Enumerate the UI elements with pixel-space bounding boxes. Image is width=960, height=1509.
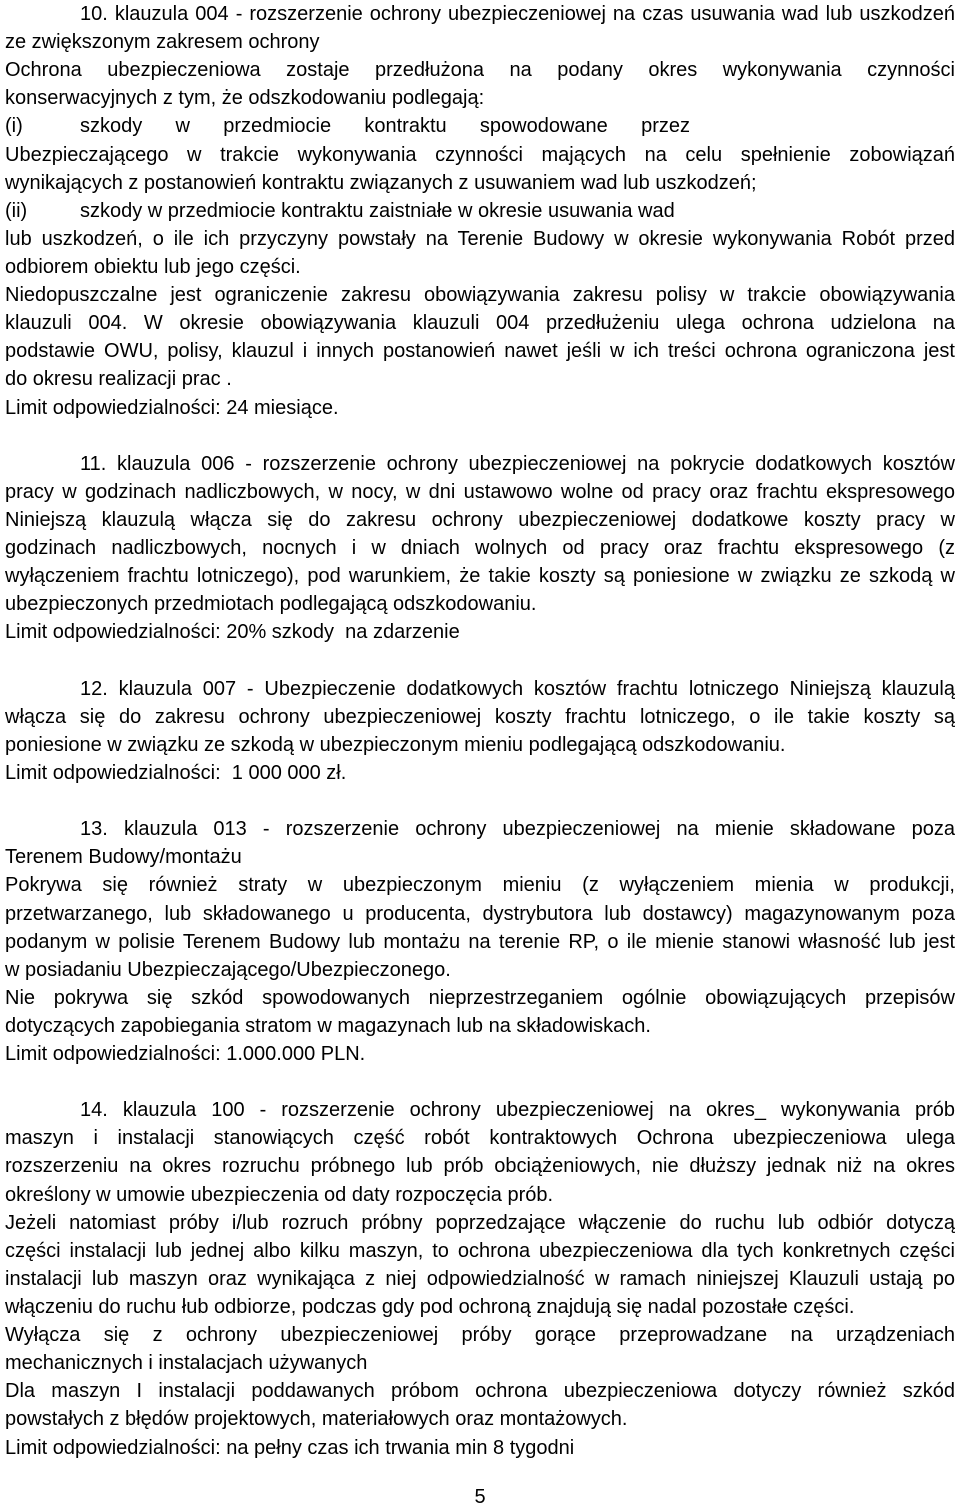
page-number: 5: [474, 1486, 486, 1508]
clause-body-line: w posiadaniu Ubezpieczającego/Ubezpieczonego.: [5, 958, 451, 981]
clause-number: 10.: [80, 3, 108, 25]
clause-body-line: Wyłącza się z ochrony ubezpieczeniowej próby gorące przeprowadzane na urządzeniach: [5, 1324, 955, 1347]
liability-limit: Limit odpowiedzialności: 20% szkody na zdarzenie: [5, 621, 460, 644]
liability-limit: Limit odpowiedzialności: 1.000.000 PLN.: [5, 1043, 366, 1066]
clause-number: 11.: [80, 452, 107, 475]
list-item-first-line: [5, 112, 955, 140]
clause-body-line: powstałych z błędów projektowych, materiałowych oraz montażowych.: [5, 1408, 628, 1431]
list-item-marker: (ii): [5, 199, 28, 222]
clause-title-line: [5, 0, 955, 28]
list-item-first-line: [5, 197, 955, 225]
clause-body-line: rozszerzeniu na okres rozruchu próbnego lub prób obciążeniowych, nie dłuższy jednak niż na okres: [5, 1155, 955, 1178]
clause-body-line: Jeżeli natomiast próby i/lub rozruch próbny poprzedzające włączenie do ruchu lub odbiór dotyczą: [5, 1211, 955, 1234]
clause-body-line: Niedopuszczalne jest ograniczenie zakresu obowiązywania zakresu polisy w trakcie obowiązywania: [5, 284, 955, 307]
clause-body-line: Dla maszyn I instalacji poddawanych próbom ochrona ubezpieczeniowa dotyczy również szkód: [5, 1380, 955, 1403]
clause-title-line: Terenem Budowy/montażu: [5, 846, 242, 869]
clause-number: 14.: [80, 1099, 108, 1122]
clause-body-line: klauzuli 004. W okresie obowiązywania klauzuli 004 przedłużeniu ulega ochrona udzielona na: [5, 312, 955, 335]
list-item-line: odbiorem obiektu lub jego części.: [5, 255, 301, 278]
clause-title-text: klauzula 006 - rozszerzenie ochrony ubezpieczeniowej na pokrycie dodatkowych kosztów: [117, 452, 955, 475]
list-item-text: szkody w przedmiocie kontraktu spowodowane przez: [80, 115, 690, 138]
liability-limit: Limit odpowiedzialności: na pełny czas ich trwania min 8 tygodni: [5, 1436, 575, 1459]
list-item-marker: (i): [5, 115, 23, 138]
blank-line: [5, 422, 955, 450]
clause-10: [5, 0, 955, 422]
document-page: [5, 0, 955, 1462]
clause-14: [5, 1096, 955, 1461]
clause-title-line: [5, 450, 955, 478]
clause-body-line: włączeniu do ruchu łub odbiorze, podczas gdy pod ochroną znajdują się nadal pozostałe części.: [5, 1296, 855, 1319]
clause-body-line: ubezpieczonych przedmiotach podlegającą odszkodowaniu.: [5, 593, 537, 616]
clause-title-line: [5, 815, 955, 843]
clause-body-line: mechanicznych i instalacjach używanych: [5, 1352, 368, 1375]
clause-11: [5, 450, 955, 647]
clause-13: [5, 815, 955, 1068]
clause-title-line: maszyn i instalacji stanowiących część robót kontraktowych Ochrona ubezpieczeniowa ulega: [5, 1127, 955, 1150]
blank-line: [5, 787, 955, 815]
list-item-text: szkody w przedmiocie kontraktu zaistniałe w okresie usuwania wad: [80, 199, 675, 222]
clause-body-line: konserwacyjnych z tym, że odszkodowaniu podlegają:: [5, 87, 485, 110]
clause-title-line: pracy w godzinach nadliczbowych, w nocy, w dni ustawowo wolne od pracy oraz frachtu ekspresowego: [5, 480, 955, 503]
clause-body-line: włącza się do zakresu ochrony ubezpieczeniowej koszty frachtu lotniczego, o ile takie koszty są: [5, 705, 955, 728]
list-item-line: lub uszkodzeń, o ile ich przyczyny powstały na Terenie Budowy w okresie wykonywania Robót przed: [5, 227, 955, 250]
clause-body-line: Ochrona ubezpieczeniowa zostaje przedłużona na podany okres wykonywania czynności: [5, 59, 955, 82]
clause-number: 13.: [80, 818, 108, 841]
blank-line: [5, 1068, 955, 1096]
list-item-line: Ubezpieczającego w trakcie wykonywania czynności mających na celu spełnienie zobowiązań: [5, 143, 955, 166]
clause-title-text: klauzula 100 - rozszerzenie ochrony ubezpieczeniowej na okres_ wykonywania prób: [122, 1099, 955, 1122]
clause-body-line: podstawie OWU, polisy, klauzul i innych postanowień nawet jeśli w ich treści ochrona ograniczona jest: [5, 340, 955, 363]
clause-body-line: podanym w polisie Terenem Budowy lub montażu na terenie RP, o ile mienie stanowi własność lub jest: [5, 930, 955, 953]
clause-body-line: instalacji lub maszyn oraz wynikająca z niej odpowiedzialność w ramach niniejszej Klauzuli ustają po: [5, 1267, 955, 1290]
clause-body-line: do okresu realizacji prac .: [5, 368, 232, 391]
list-item-line: wynikających z postanowień kontraktu związanych z usuwaniem wad lub uszkodzeń;: [5, 171, 757, 194]
clause-body-line: godzinach nadliczbowych, nocnych i w dniach wolnych od pracy oraz frachtu ekspresowego (z: [5, 537, 955, 560]
clause-number: 12.: [80, 677, 108, 700]
clause-body-line: Pokrywa się również straty w ubezpieczonym mieniu (z wyłączeniem mienia w produkcji,: [5, 874, 955, 897]
liability-limit: Limit odpowiedzialności: 1 000 000 zł.: [5, 761, 347, 784]
clause-title-line: ze zwiększonym zakresem ochrony: [5, 31, 320, 54]
clause-body-line: określony w umowie ubezpieczenia od daty rozpoczęcia prób.: [5, 1183, 554, 1206]
clause-body-line: Nie pokrywa się szkód spowodowanych nieprzestrzeganiem ogólnie obowiązujących przepisów: [5, 986, 955, 1009]
clause-body-line: wyłączeniem frachtu lotniczego), pod warunkiem, że takie koszty są poniesione w związku ze szkodą w: [5, 565, 955, 588]
clause-title-line: [5, 675, 955, 703]
clause-title-text: klauzula 007 - Ubezpieczenie dodatkowych kosztów frachtu lotniczego Niniejszą klauzulą: [118, 677, 955, 700]
clause-body-line: przetwarzanego, lub składowanego u producenta, dystrybutora lub dostawcy) magazynowanym poza: [5, 902, 955, 925]
liability-limit: Limit odpowiedzialności: 24 miesiące.: [5, 396, 339, 419]
clause-body-line: części instalacji lub jednej albo kilku maszyn, to ochrona ubezpieczeniowa dla tych konkretnych części: [5, 1239, 955, 1262]
clause-body-line: poniesione w związku ze szkodą w ubezpieczonym mieniu podlegającą odszkodowaniu.: [5, 733, 786, 756]
clause-title-line: [5, 1096, 955, 1124]
clause-title-text: klauzula 004 - rozszerzenie ochrony ubezpieczeniowej na czas usuwania wad lub uszkodzeń: [114, 3, 955, 25]
clause-body-line: Niniejszą klauzulą włącza się do zakresu ochrony ubezpieczeniowej dodatkowe koszty pracy w: [5, 508, 955, 531]
blank-line: [5, 647, 955, 675]
clause-body-line: dotyczących zapobiegania stratom w magazynach lub na składowiskach.: [5, 1014, 651, 1037]
clause-title-text: klauzula 013 - rozszerzenie ochrony ubezpieczeniowej na mienie składowane poza: [123, 818, 955, 841]
clause-12: [5, 675, 955, 787]
